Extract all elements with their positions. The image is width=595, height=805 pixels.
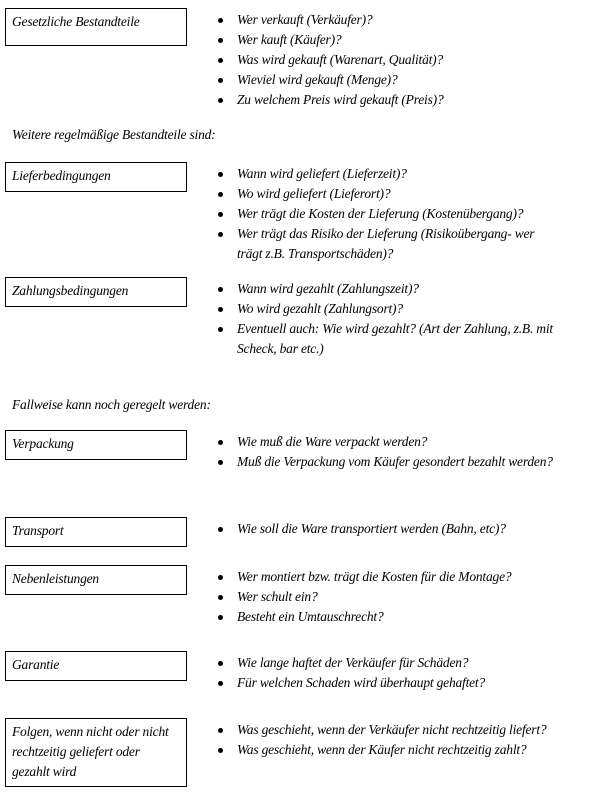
list-verpackung [218, 432, 590, 472]
section-label-nebenleistungen: Nebenleistungen [5, 565, 187, 595]
list-folgen [218, 720, 590, 760]
list-liefer [218, 164, 590, 264]
list-item: Wer schult ein? [218, 587, 590, 607]
section-label-liefer: Lieferbedingungen [5, 162, 187, 192]
list-item: Wo wird geliefert (Lieferort)? [218, 184, 590, 204]
section-label-garantie: Garantie [5, 651, 187, 681]
list-item: Was wird gekauft (Warenart, Qualität)? [218, 50, 590, 70]
list-item: Wie muß die Ware verpackt werden? [218, 432, 590, 452]
list-item: Was geschieht, wenn der Verkäufer nicht rechtzeitig liefert? [218, 720, 557, 740]
list-item: Wann wird gezahlt (Zahlungszeit)? [218, 279, 590, 299]
list-item: Für welchen Schaden wird überhaupt gehaftet? [218, 673, 590, 693]
section-label-zahlung: Zahlungsbedingungen [5, 277, 187, 307]
list-item: Was geschieht, wenn der Käufer nicht rechtzeitig zahlt? [218, 740, 557, 760]
list-item: Wie lange haftet der Verkäufer für Schäden? [218, 653, 590, 673]
list-item: Wer montiert bzw. trägt die Kosten für die Montage? [218, 567, 590, 587]
list-item: Zu welchem Preis wird gekauft (Preis)? [218, 90, 590, 110]
list-item: Wie soll die Ware transportiert werden (Bahn, etc)? [218, 519, 590, 539]
heading-fallweise: Fallweise kann noch geregelt werden: [12, 397, 211, 412]
list-item: Wer verkauft (Verkäufer)? [218, 10, 590, 30]
list-item: Wer kauft (Käufer)? [218, 30, 590, 50]
section-label-folgen: Folgen, wenn nicht oder nicht rechtzeitig geliefert oder gezahlt wird [5, 718, 187, 787]
section-label-verpackung: Verpackung [5, 430, 187, 460]
heading-weitere: Weitere regelmäßige Bestandteile sind: [12, 127, 216, 142]
list-item: Wann wird geliefert (Lieferzeit)? [218, 164, 590, 184]
list-item: Wieviel wird gekauft (Menge)? [218, 70, 590, 90]
list-nebenleistungen [218, 567, 590, 627]
list-item: Eventuell auch: Wie wird gezahlt? (Art der Zahlung, z.B. mit Scheck, bar etc.) [218, 319, 557, 359]
section-label-gesetzliche: Gesetzliche Bestandteile [5, 8, 187, 46]
list-zahlung [218, 279, 590, 359]
list-transport [218, 519, 590, 539]
list-gesetzliche [218, 10, 590, 110]
list-item: Muß die Verpackung vom Käufer gesondert bezahlt werden? [218, 452, 557, 472]
list-item: Wer trägt die Kosten der Lieferung (Kostenübergang)? [218, 204, 590, 224]
list-garantie [218, 653, 590, 693]
list-item: Besteht ein Umtauschrecht? [218, 607, 590, 627]
list-item: Wer trägt das Risiko der Lieferung (Risikoübergang- wer trägt z.B. Transportschäden)? [218, 224, 557, 264]
section-label-transport: Transport [5, 517, 187, 547]
list-item: Wo wird gezahlt (Zahlungsort)? [218, 299, 590, 319]
